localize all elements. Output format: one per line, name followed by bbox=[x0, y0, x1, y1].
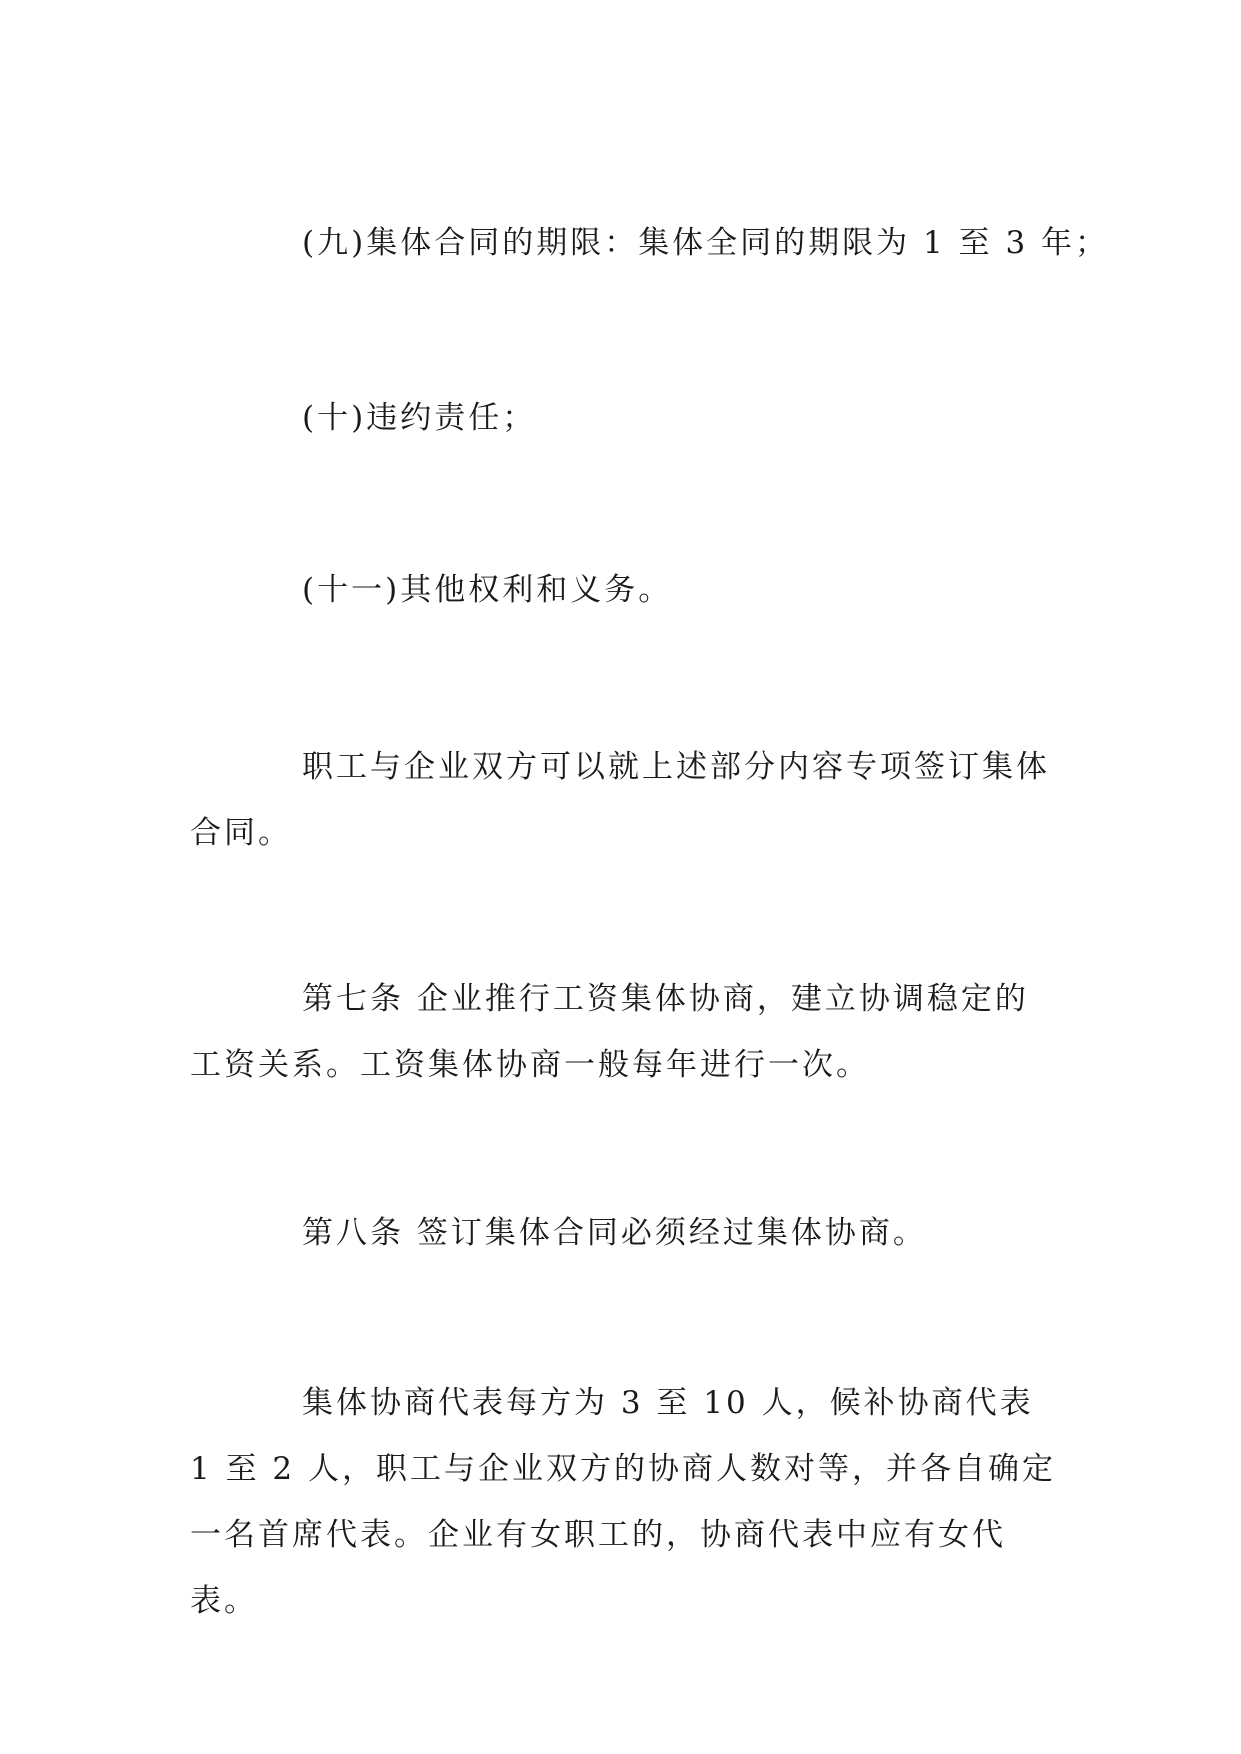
paragraph-other-rights: (十一)其他权利和义务。 bbox=[302, 572, 673, 608]
paragraph-article-seven: 第七条 企业推行工资集体协商，建立协调稳定的工资关系。工资集体协商一般每年进行一次。 bbox=[190, 981, 1029, 1083]
paragraph-breach-liability: (十)违约责任； bbox=[302, 400, 537, 436]
paragraph-special-contract: 职工与企业双方可以就上述部分内容专项签订集体合同。 bbox=[190, 749, 1050, 851]
paragraph-contract-term: (九)集体合同的期限：集体全同的期限为 1 至 3 年； bbox=[302, 225, 1110, 261]
paragraph-article-eight: 第八条 签订集体合同必须经过集体协商。 bbox=[302, 1215, 927, 1251]
paragraph-representatives: 集体协商代表每方为 3 至 10 人，候补协商代表 1 至 2 人，职工与企业双方的协商人数对等，并各自确定一名首席代表。企业有女职工的，协商代表中应有女代表。 bbox=[190, 1385, 1057, 1619]
